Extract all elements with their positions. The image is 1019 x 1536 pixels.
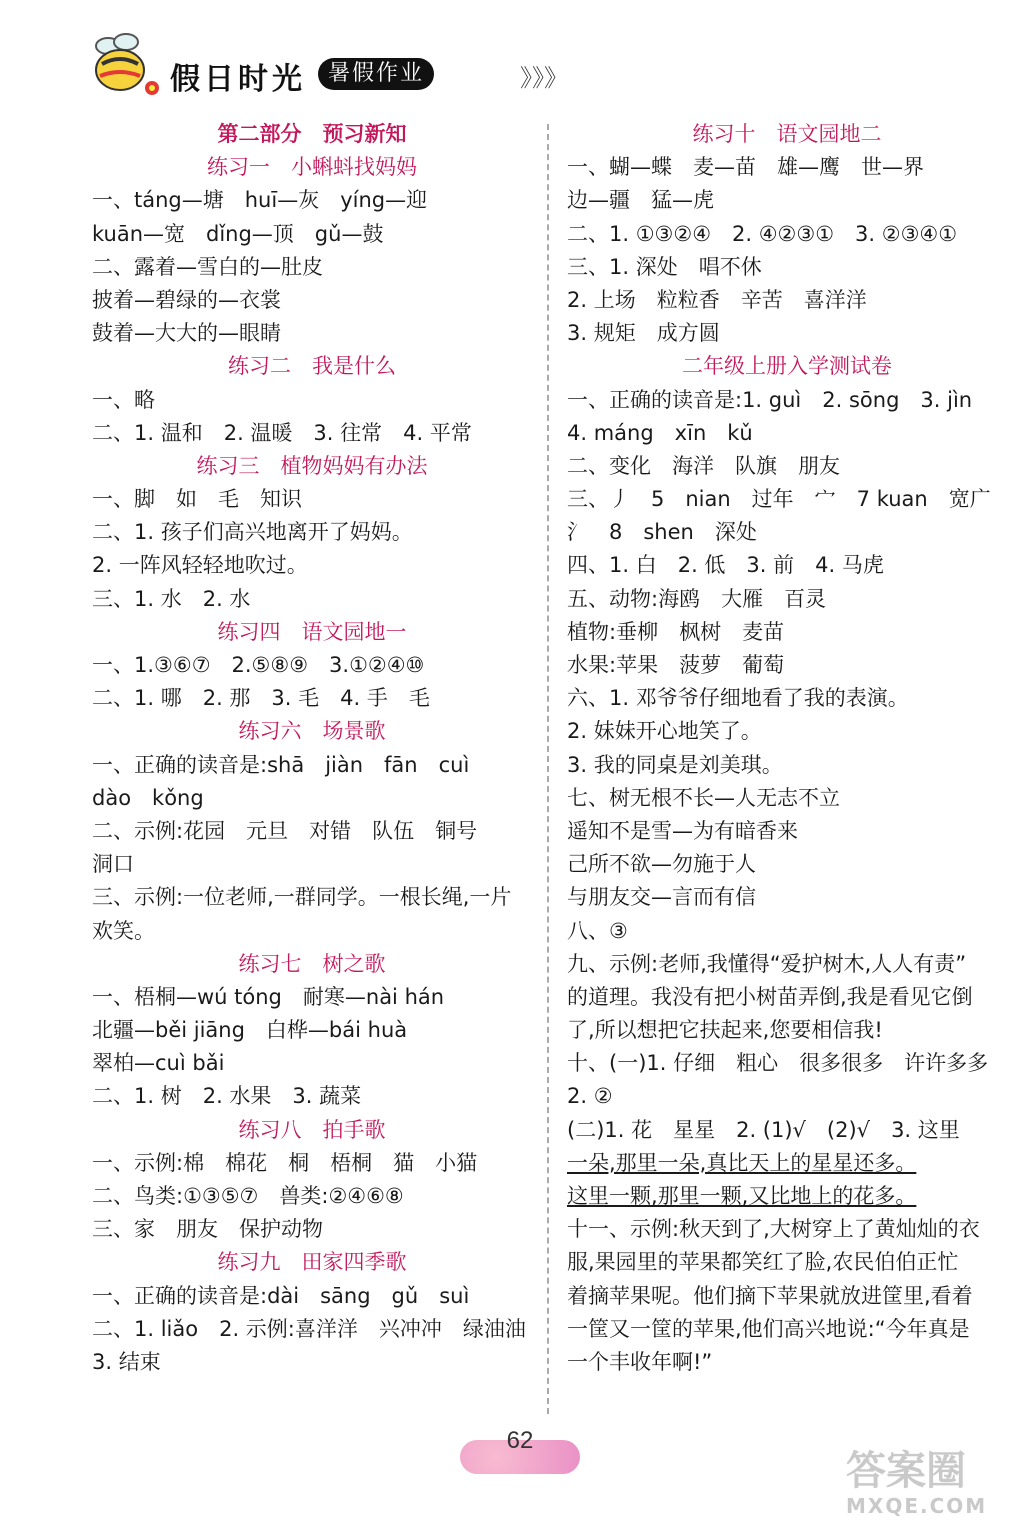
- answer-line: 氵 8 shen 深处: [567, 520, 757, 545]
- header-arrows: 》》》: [520, 64, 568, 92]
- answer-line: 四、1. 白 2. 低 3. 前 4. 马虎: [567, 553, 884, 578]
- answer-line: 一、正确的读音是:shā jiàn fān cuì: [92, 752, 470, 777]
- answer-line: 二、变化 海洋 队旗 朋友: [567, 453, 840, 478]
- answer-line: 十、(一)1. 仔细 粗心 很多很多 许许多多: [567, 1051, 989, 1076]
- answer-line: 六、1. 邓爷爷仔细地看了我的表演。: [567, 686, 909, 711]
- answer-line: 一、梧桐—wú tóng 耐寒—nài hán: [92, 984, 445, 1009]
- answer-line: 二、鸟类:①③⑤⑦ 兽类:②④⑥⑧: [92, 1184, 404, 1208]
- answer-line: 二、露着—雪白的—肚皮: [92, 254, 323, 279]
- page-header: [70, 18, 570, 108]
- answer-line: 3. 规矩 成方圆: [567, 321, 720, 346]
- answer-line: 欢笑。: [92, 918, 155, 943]
- section-heading: 练习二 我是什么: [228, 354, 396, 379]
- section-heading: 练习三 植物妈妈有办法: [196, 453, 428, 478]
- answer-line: 八、③: [567, 918, 628, 943]
- right-column: [567, 118, 1007, 1379]
- answer-line: 2. 妹妹开心地笑了。: [567, 719, 762, 744]
- answer-line: 一朵,那里一朵,真比天上的星星还多。: [567, 1150, 917, 1175]
- answer-line: 一、略: [92, 387, 155, 412]
- left-column: [92, 118, 532, 1379]
- answer-line: 遥知不是雪—为有暗香来: [567, 818, 798, 843]
- answer-line: 洞口: [92, 852, 134, 877]
- answer-line: 二、1. 树 2. 水果 3. 蔬菜: [92, 1084, 362, 1109]
- answer-line: 翠柏—cuì bǎi: [92, 1051, 225, 1076]
- answer-line: 一、táng—塘 huī—灰 yíng—迎: [92, 188, 428, 213]
- answer-line: 3. 结束: [92, 1349, 161, 1374]
- section-heading: 练习六 场景歌: [238, 719, 386, 744]
- answer-line: 九、示例:老师,我懂得“爱护树木,人人有责”: [567, 951, 967, 976]
- answer-line: 一、蝴—蝶 麦—苗 雄—鹰 世—界: [567, 155, 924, 180]
- section-heading: 练习十 语文园地二: [692, 122, 882, 146]
- section-heading: 第二部分 预习新知: [217, 122, 407, 146]
- watermark-url: MXQE.COM: [846, 1494, 988, 1518]
- answer-line: 三、丿 5 nian 过年 宀 7 kuan 宽广: [567, 487, 991, 512]
- answer-line: 三、1. 深处 唱不休: [567, 254, 762, 279]
- answer-line: 边—疆 猛—虎: [567, 188, 714, 213]
- page-number: [460, 1418, 580, 1482]
- answer-line: 三、家 朋友 保护动物: [92, 1217, 323, 1242]
- section-heading: 练习四 语文园地一: [217, 619, 407, 644]
- answer-line: 披着—碧绿的—衣裳: [92, 287, 281, 312]
- answer-line: 七、树无根不长—人无志不立: [567, 785, 840, 810]
- section-heading: 练习八 拍手歌: [238, 1117, 386, 1142]
- answer-line: 五、动物:海鸥 大雁 百灵: [567, 586, 827, 611]
- section-heading: 练习一 小蝌蚪找妈妈: [207, 155, 417, 180]
- answer-line: 一、正确的读音是:1. guì 2. sōng 3. jìn: [567, 387, 973, 412]
- answer-line: 二、1. 孩子们高兴地离开了妈妈。: [92, 520, 413, 545]
- answer-line: 一个丰收年啊!”: [567, 1349, 713, 1374]
- answer-line: 这里一颗,那里一颗,又比地上的花多。: [567, 1184, 917, 1208]
- answer-line: 二、1. 温和 2. 温暖 3. 往常 4. 平常: [92, 420, 472, 445]
- answer-line: 北疆—běi jiāng 白桦—bái huà: [92, 1018, 408, 1043]
- answer-line: 服,果园里的苹果都笑红了脸,农民伯伯正忙: [567, 1250, 959, 1275]
- header-badge: 暑假作业: [318, 58, 434, 90]
- answer-line: 了,所以想把它扶起来,您要相信我!: [567, 1018, 883, 1043]
- watermark-logo: 答案圈: [846, 1448, 966, 1494]
- answer-line: 2. 一阵风轻轻地吹过。: [92, 553, 308, 578]
- answer-line: 水果:苹果 菠萝 葡萄: [567, 653, 785, 677]
- answer-line: 3. 我的同桌是刘美琪。: [567, 752, 783, 777]
- answer-line: 二、1. liǎo 2. 示例:喜洋洋 兴冲冲 绿油油: [92, 1316, 526, 1341]
- answer-line: 三、示例:一位老师,一群同学。一根长绳,一片: [92, 885, 512, 910]
- section-heading: 二年级上册入学测试卷: [682, 354, 892, 379]
- answer-line: 己所不欲—勿施于人: [567, 852, 756, 877]
- column-divider: [547, 124, 549, 1414]
- answer-line: 与朋友交—言而有信: [567, 885, 756, 910]
- answer-line: (二)1. 花 星星 2. (1)√ (2)√ 3. 这里: [567, 1117, 960, 1142]
- answer-line: 二、1. 哪 2. 那 3. 毛 4. 手 毛: [92, 686, 430, 711]
- answer-line: 着摘苹果呢。他们摘下苹果就放进筐里,看着: [567, 1283, 973, 1308]
- watermark: [846, 1448, 1006, 1528]
- answer-line: 2. ②: [567, 1084, 613, 1109]
- answer-line: 植物:垂柳 枫树 麦苗: [567, 619, 785, 644]
- section-heading: 练习七 树之歌: [238, 951, 386, 976]
- answer-line: 一、正确的读音是:dài sāng gǔ suì: [92, 1283, 470, 1308]
- answer-line: kuān—宽 dǐng—顶 gǔ—鼓: [92, 221, 384, 246]
- answer-line: 一、脚 如 毛 知识: [92, 487, 302, 512]
- answer-line: dào kǒng: [92, 785, 204, 810]
- answer-line: 二、示例:花园 元旦 对错 队伍 铜号: [92, 818, 478, 843]
- answer-line: 一、示例:棉 棉花 桐 梧桐 猫 小猫: [92, 1150, 478, 1175]
- bee-logo-icon: [80, 24, 170, 104]
- header-title: 假日时光: [170, 62, 306, 97]
- answer-line: 一、1.③⑥⑦ 2.⑤⑧⑨ 3.①②④⑩: [92, 653, 425, 677]
- answer-line: 4. máng xīn kǔ: [567, 420, 753, 445]
- answer-line: 的道理。我没有把小树苗弄倒,我是看见它倒: [567, 984, 973, 1009]
- section-heading: 练习九 田家四季歌: [217, 1250, 407, 1275]
- answer-line: 三、1. 水 2. 水: [92, 586, 251, 611]
- answer-line: 2. 上场 粒粒香 辛苦 喜洋洋: [567, 287, 867, 312]
- page-number-text: 62: [506, 1427, 534, 1454]
- answer-line: 二、1. ①③②④ 2. ④②③① 3. ②③④①: [567, 221, 958, 246]
- answer-line: 十一、示例:秋天到了,大树穿上了黄灿灿的衣: [567, 1217, 980, 1242]
- answer-line: 鼓着—大大的—眼睛: [92, 321, 281, 346]
- answer-line: 一筐又一筐的苹果,他们高兴地说:“今年真是: [567, 1316, 970, 1341]
